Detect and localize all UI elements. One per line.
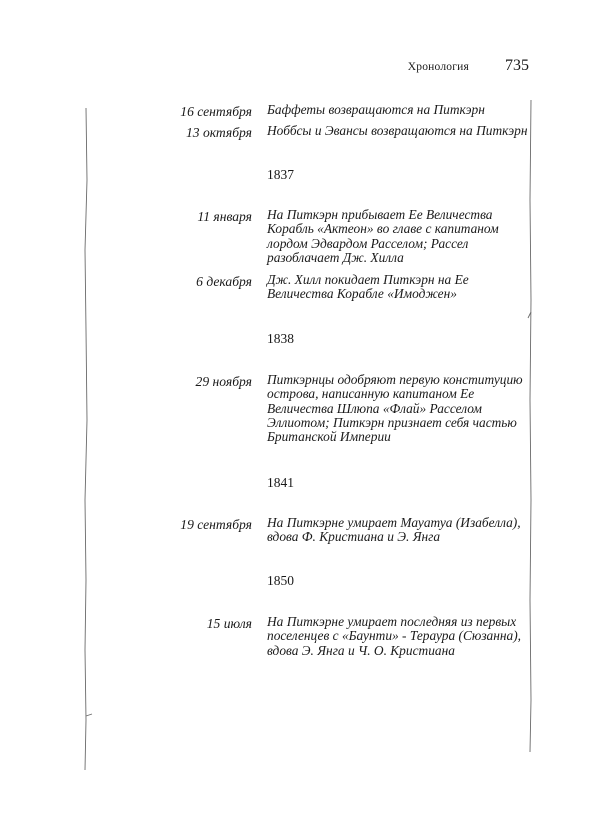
entry-date: 13 октября: [185, 125, 252, 140]
entry-text: На Питкэрне умирает Мауатуа (Изабелла), вдова Ф. Кристиана и Э. Янга: [267, 515, 521, 545]
entry-date: 11 января: [197, 209, 252, 224]
year-heading: 1838: [267, 331, 294, 346]
entry-date: 6 декабря: [196, 274, 252, 289]
entry-text: На Питкэрне умирает последняя из первых поселенцев с «Баунти» - Тераура (Сюзанна), вдова Э. Янга и Ч. О. Кристиана: [267, 614, 522, 658]
entry-date: 29 ноября: [195, 374, 252, 389]
entry-text: На Питкэрн прибывает Ее Величества Корабль «Актеон» во главе с капитаном лордом Эдвардом Расселом; Рассел разоблачает Дж. Хилла: [267, 207, 499, 265]
entry-text: Баффеты возвращаются на Питкэрн: [267, 102, 485, 117]
section-title: Хронология: [407, 61, 469, 73]
year-heading: 1850: [267, 573, 294, 588]
entry-date: 15 июля: [206, 616, 252, 631]
entry-text: Дж. Хилл покидает Питкэрн на Ее Величества Корабле «Имоджен»: [267, 272, 469, 302]
year-heading: 1837: [267, 167, 294, 182]
year-heading: 1841: [267, 475, 294, 490]
entry-text: Питкэрнцы одобряют первую конституцию острова, написанную капитаном Ее Величества Шлюпа «Флай» Расселом Эллиотом; Питкэрн признает себя частью Британской Империи: [267, 372, 523, 445]
entry-text: Ноббсы и Эвансы возвращаются на Питкэрн: [267, 123, 528, 138]
page-number: 735: [505, 57, 529, 74]
entry-date: 19 сентября: [180, 517, 252, 532]
entry-date: 16 сентября: [180, 104, 252, 119]
